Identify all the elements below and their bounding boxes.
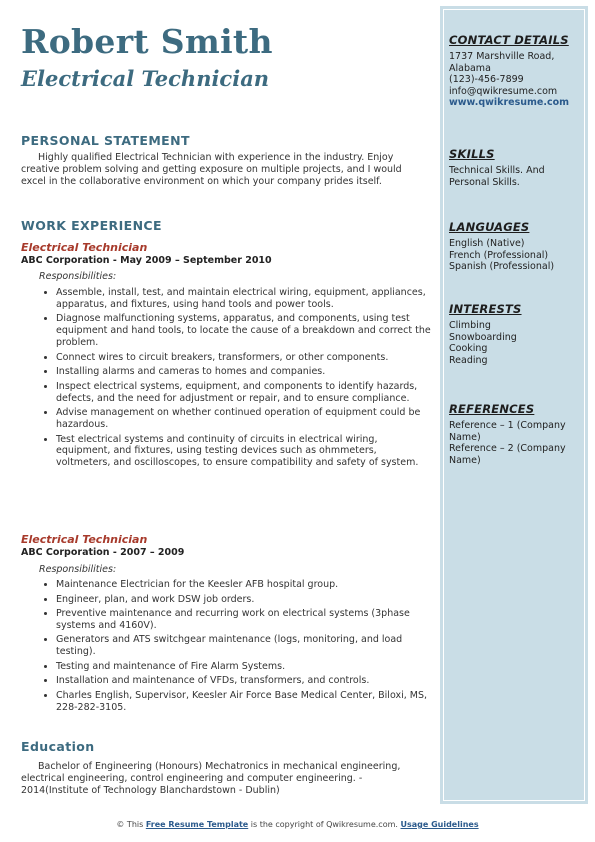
free-resume-template-link[interactable]: Free Resume Template [145, 820, 249, 829]
interest-item: Cooking [449, 343, 488, 355]
list-item: • Preventive maintenance and recurring work on electrical systems (3phase systems and 4160V). [56, 608, 434, 632]
skills-text: Technical Skills. And Personal Skills. [449, 165, 545, 188]
list-item: • Installing alarms and cameras to homes and companies. [56, 366, 434, 378]
candidate-title: Electrical Technician [21, 66, 270, 91]
education-text: Bachelor of Engineering (Honours) Mechatronics in mechanical engineering, electrical engineering, control engineering and computer engineering. - 2014(Institute of Technology Blanchardstown - Dublin) [21, 761, 401, 796]
list-item: • Charles English, Supervisor, Keesler Air Force Base Medical Center, Biloxi, MS, 228-282-3105. [56, 690, 434, 714]
job-company-dates: ABC Corporation - May 2009 – September 2010 [21, 255, 272, 266]
skills-heading: SKILLS [449, 147, 495, 161]
usage-guidelines-link[interactable]: Usage Guidelines [400, 820, 479, 829]
interest-item: Snowboarding [449, 331, 517, 343]
contact-phone: (123)-456-7899 [449, 74, 524, 86]
sidebar [440, 6, 588, 804]
job-title: Electrical Technician [21, 533, 148, 546]
skills-section [449, 147, 585, 188]
education-heading: Education [21, 739, 95, 754]
list-item: • Installation and maintenance of VFDs, transformers, and controls. [56, 675, 434, 687]
interests-heading: INTERESTS [449, 302, 522, 316]
list-item: • Test electrical systems and continuity of circuits in electrical wiring, equipment, and fixtures, using testing devices such as ohmmeters, voltmeters, and oscilloscopes, to ensure compatibility and safety of system. [56, 434, 434, 470]
personal-statement-text: Highly qualified Electrical Technician with experience in the industry. Enjoy creative problem solving and getting exposure on multiple projects, and I would excel in the collaborative environment on which your company prides itself. [21, 152, 402, 187]
languages-section [449, 220, 585, 273]
list-item: • Engineer, plan, and work DSW job orders. [56, 594, 434, 606]
references-heading: REFERENCES [449, 402, 535, 416]
responsibilities-label: Responsibilities: [39, 564, 117, 575]
language-item: English (Native) [449, 238, 525, 249]
list-item: • Testing and maintenance of Fire Alarm Systems. [56, 661, 434, 673]
footer [0, 820, 595, 829]
list-item: • Diagnose malfunctioning systems, apparatus, and components, using test equipment and hand tools, to locate the cause of a breakdown and correct the problem. [56, 313, 434, 349]
language-item: Spanish (Professional) [449, 261, 555, 273]
work-experience-heading: WORK EXPERIENCE [21, 218, 162, 233]
list-item: • Connect wires to circuit breakers, transformers, or other components. [56, 352, 434, 364]
contact-section [449, 33, 585, 109]
list-item: • Inspect electrical systems, equipment, and components to identify hazards, defects, and the need for adjustment or repair, and to ensure compliance. [56, 381, 434, 405]
candidate-name: Robert Smith [21, 22, 273, 61]
responsibilities-list [39, 287, 434, 472]
interest-item: Reading [449, 354, 488, 366]
responsibilities-label: Responsibilities: [39, 271, 117, 282]
list-item: • Maintenance Electrician for the Keesler AFB hospital group. [56, 579, 434, 591]
responsibilities-list [39, 579, 434, 716]
list-item: • Advise management on whether continued operation of equipment could be hazardous. [56, 407, 434, 431]
contact-heading: CONTACT DETAILS [449, 33, 569, 47]
contact-website-link[interactable]: www.qwikresume.com [449, 97, 570, 109]
language-item: French (Professional) [449, 249, 549, 261]
job-title: Electrical Technician [21, 241, 148, 254]
contact-address: 1737 Marshville Road, Alabama [449, 51, 555, 74]
references-section [449, 402, 585, 466]
personal-statement-heading: PERSONAL STATEMENT [21, 133, 190, 148]
languages-heading: LANGUAGES [449, 220, 530, 234]
reference-item: Reference – 2 (Company Name) [449, 443, 566, 466]
interests-section [449, 302, 585, 366]
footer-prefix: © This [116, 820, 146, 829]
footer-middle: is the copyright of Qwikresume.com. [248, 820, 401, 829]
contact-email[interactable]: info@qwikresume.com [449, 85, 558, 97]
list-item: • Assemble, install, test, and maintain electrical wiring, equipment, appliances, apparatus, and fixtures, using hand tools and power tools. [56, 287, 434, 311]
list-item: • Generators and ATS switchgear maintenance (logs, monitoring, and load testing). [56, 634, 434, 658]
interest-item: Climbing [449, 320, 491, 331]
reference-item: Reference – 1 (Company Name) [449, 420, 566, 443]
job-company-dates: ABC Corporation - 2007 – 2009 [21, 547, 185, 558]
